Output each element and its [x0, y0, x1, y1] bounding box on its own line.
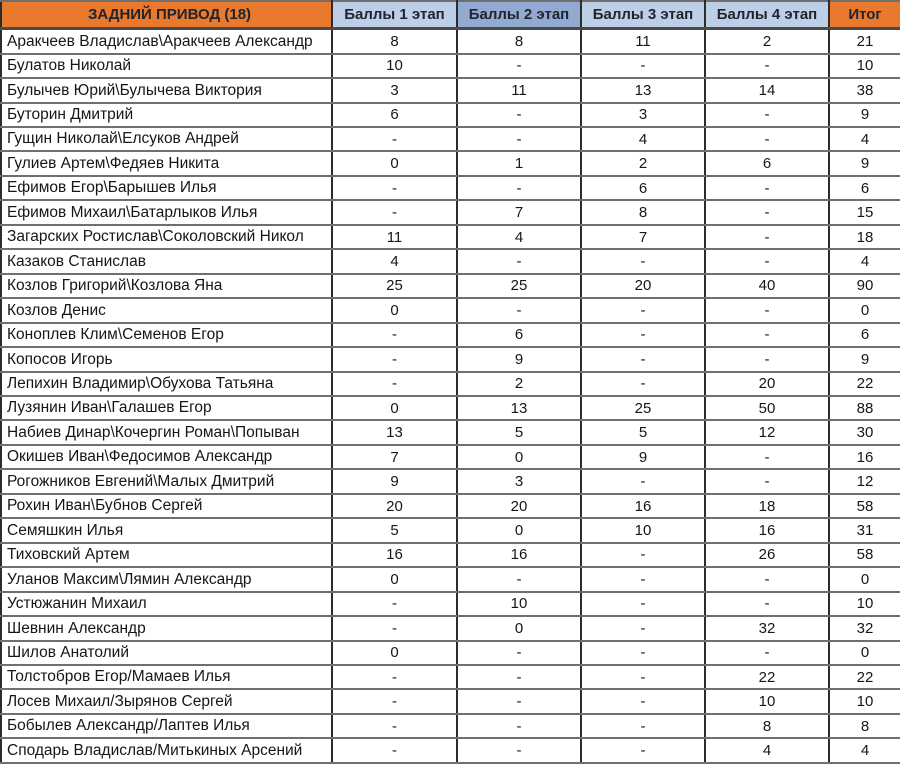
table-row	[1, 543, 900, 567]
column-header-stage-4[interactable]: Баллы 4 этап	[705, 1, 829, 29]
total-score-cell[interactable]: 58	[829, 543, 900, 567]
participant-name-cell[interactable]: Ефимов Егор\Барышев Илья	[1, 176, 332, 200]
stage-score-cell[interactable]: -	[581, 689, 705, 713]
stage-score-cell[interactable]: 0	[457, 518, 581, 542]
stage-score-cell[interactable]: 13	[457, 396, 581, 420]
table-row	[1, 665, 900, 689]
stage-score-cell[interactable]: 2	[457, 372, 581, 396]
stage-score-cell[interactable]: 6	[705, 151, 829, 175]
total-score-cell[interactable]: 32	[829, 616, 900, 640]
total-score-cell[interactable]: 12	[829, 469, 900, 493]
total-score-cell[interactable]: 9	[829, 347, 900, 371]
stage-score-cell[interactable]: -	[581, 543, 705, 567]
total-score-cell[interactable]: 8	[829, 714, 900, 738]
stage-score-cell[interactable]: -	[332, 714, 457, 738]
table-row	[1, 738, 900, 763]
stage-score-cell[interactable]: 2	[581, 151, 705, 175]
stage-score-cell[interactable]: 1	[457, 151, 581, 175]
participant-name-cell[interactable]: Коноплев Клим\Семенов Егор	[1, 323, 332, 347]
stage-score-cell[interactable]: 7	[332, 445, 457, 469]
total-score-cell[interactable]: 9	[829, 103, 900, 127]
total-score-cell[interactable]: 4	[829, 249, 900, 273]
stage-score-cell[interactable]: 6	[457, 323, 581, 347]
stage-score-cell[interactable]: 0	[457, 445, 581, 469]
stage-score-cell[interactable]: 6	[581, 176, 705, 200]
stage-score-cell[interactable]: -	[581, 54, 705, 78]
stage-score-cell[interactable]: -	[705, 103, 829, 127]
participant-name-cell[interactable]: Аракчеев Владислав\Аракчеев Александр	[1, 29, 332, 54]
stage-score-cell[interactable]: 32	[705, 616, 829, 640]
total-score-cell[interactable]: 30	[829, 420, 900, 444]
stage-score-cell[interactable]: -	[705, 200, 829, 224]
table-row	[1, 396, 900, 420]
stage-score-cell[interactable]: 13	[332, 420, 457, 444]
stage-score-cell[interactable]: 11	[581, 29, 705, 54]
stage-score-cell[interactable]: 13	[581, 78, 705, 102]
stage-score-cell[interactable]: -	[705, 225, 829, 249]
table-row	[1, 200, 900, 224]
stage-score-cell[interactable]: -	[581, 347, 705, 371]
stage-score-cell[interactable]: 5	[581, 420, 705, 444]
table-row	[1, 274, 900, 298]
stage-score-cell[interactable]: -	[705, 469, 829, 493]
total-score-cell[interactable]: 6	[829, 176, 900, 200]
stage-score-cell[interactable]: -	[457, 176, 581, 200]
total-score-cell[interactable]: 38	[829, 78, 900, 102]
participant-name-cell[interactable]: Гущин Николай\Елсуков Андрей	[1, 127, 332, 151]
participant-name-cell[interactable]: Шилов Анатолий	[1, 641, 332, 665]
participant-name-cell[interactable]: Козлов Григорий\Козлова Яна	[1, 274, 332, 298]
stage-score-cell[interactable]: -	[332, 323, 457, 347]
stage-score-cell[interactable]: 20	[705, 372, 829, 396]
stage-score-cell[interactable]: -	[332, 592, 457, 616]
table-row	[1, 127, 900, 151]
total-score-cell[interactable]: 16	[829, 445, 900, 469]
table-row	[1, 298, 900, 322]
total-score-cell[interactable]: 10	[829, 54, 900, 78]
stage-score-cell[interactable]: 10	[332, 54, 457, 78]
stage-score-cell[interactable]: -	[705, 127, 829, 151]
stage-score-cell[interactable]: 7	[581, 225, 705, 249]
total-score-cell[interactable]: 22	[829, 665, 900, 689]
stage-score-cell[interactable]: 16	[705, 518, 829, 542]
participant-name-cell[interactable]: Тиховский Артем	[1, 543, 332, 567]
stage-score-cell[interactable]: -	[457, 249, 581, 273]
stage-score-cell[interactable]: -	[457, 127, 581, 151]
stage-score-cell[interactable]: -	[457, 567, 581, 591]
total-score-cell[interactable]: 0	[829, 641, 900, 665]
stage-score-cell[interactable]: 8	[705, 714, 829, 738]
stage-score-cell[interactable]: -	[581, 469, 705, 493]
participant-name-cell[interactable]: Семяшкин Илья	[1, 518, 332, 542]
stage-score-cell[interactable]: 6	[332, 103, 457, 127]
total-score-cell[interactable]: 18	[829, 225, 900, 249]
table-row	[1, 689, 900, 713]
participant-name-cell[interactable]: Ефимов Михаил\Батарлыков Илья	[1, 200, 332, 224]
stage-score-cell[interactable]: 8	[581, 200, 705, 224]
participant-name-cell[interactable]: Булычев Юрий\Булычева Виктория	[1, 78, 332, 102]
stage-score-cell[interactable]: 4	[581, 127, 705, 151]
stage-score-cell[interactable]: 25	[581, 396, 705, 420]
stage-score-cell[interactable]: -	[332, 616, 457, 640]
stage-score-cell[interactable]: -	[332, 665, 457, 689]
stage-score-cell[interactable]: 2	[705, 29, 829, 54]
participant-name-cell[interactable]: Окишев Иван\Федосимов Александр	[1, 445, 332, 469]
header-row	[1, 1, 900, 29]
stage-score-cell[interactable]: 26	[705, 543, 829, 567]
stage-score-cell[interactable]: -	[581, 592, 705, 616]
table-row	[1, 469, 900, 493]
stage-score-cell[interactable]: -	[705, 567, 829, 591]
participant-name-cell[interactable]: Лепихин Владимир\Обухова Татьяна	[1, 372, 332, 396]
column-header-stage-2[interactable]: Баллы 2 этап	[457, 1, 581, 29]
stage-score-cell[interactable]: 4	[457, 225, 581, 249]
stage-score-cell[interactable]: 3	[457, 469, 581, 493]
participant-name-cell[interactable]: Копосов Игорь	[1, 347, 332, 371]
stage-score-cell[interactable]: -	[332, 372, 457, 396]
stage-score-cell[interactable]: 10	[581, 518, 705, 542]
stage-score-cell[interactable]: -	[581, 323, 705, 347]
table-row	[1, 78, 900, 102]
total-score-cell[interactable]: 9	[829, 151, 900, 175]
stage-score-cell[interactable]: 0	[332, 641, 457, 665]
stage-score-cell[interactable]: -	[332, 176, 457, 200]
stage-score-cell[interactable]: -	[332, 738, 457, 763]
stage-score-cell[interactable]: -	[332, 347, 457, 371]
stage-score-cell[interactable]: 16	[332, 543, 457, 567]
stage-score-cell[interactable]: 25	[457, 274, 581, 298]
stage-score-cell[interactable]: 11	[332, 225, 457, 249]
total-score-cell[interactable]: 22	[829, 372, 900, 396]
stage-score-cell[interactable]: 20	[581, 274, 705, 298]
stage-score-cell[interactable]: 0	[332, 298, 457, 322]
stage-score-cell[interactable]: 0	[332, 151, 457, 175]
stage-score-cell[interactable]: 10	[457, 592, 581, 616]
stage-score-cell[interactable]: 0	[332, 567, 457, 591]
stage-score-cell[interactable]: 8	[457, 29, 581, 54]
stage-score-cell[interactable]: 25	[332, 274, 457, 298]
stage-score-cell[interactable]: 8	[332, 29, 457, 54]
participant-name-cell[interactable]: Бобылев Александр/Лаптев Илья	[1, 714, 332, 738]
column-header-stage-3[interactable]: Баллы 3 этап	[581, 1, 705, 29]
total-score-cell[interactable]: 31	[829, 518, 900, 542]
table-row	[1, 249, 900, 273]
table-row	[1, 225, 900, 249]
stage-score-cell[interactable]: -	[332, 127, 457, 151]
total-score-cell[interactable]: 21	[829, 29, 900, 54]
stage-score-cell[interactable]: -	[705, 592, 829, 616]
total-score-cell[interactable]: 88	[829, 396, 900, 420]
stage-score-cell[interactable]: 4	[332, 249, 457, 273]
table-row	[1, 494, 900, 518]
table-row	[1, 372, 900, 396]
total-score-cell[interactable]: 90	[829, 274, 900, 298]
stage-score-cell[interactable]: 3	[581, 103, 705, 127]
table-row	[1, 176, 900, 200]
stage-score-cell[interactable]: -	[332, 689, 457, 713]
stage-score-cell[interactable]: 50	[705, 396, 829, 420]
stage-score-cell[interactable]: 4	[705, 738, 829, 763]
total-score-cell[interactable]: 4	[829, 127, 900, 151]
stage-score-cell[interactable]: -	[705, 176, 829, 200]
stage-score-cell[interactable]: 20	[457, 494, 581, 518]
table-row	[1, 445, 900, 469]
stage-score-cell[interactable]: 11	[457, 78, 581, 102]
participant-name-cell[interactable]: Гулиев Артем\Федяев Никита	[1, 151, 332, 175]
total-score-cell[interactable]: 6	[829, 323, 900, 347]
table-row	[1, 518, 900, 542]
stage-score-cell[interactable]: -	[457, 714, 581, 738]
stage-score-cell[interactable]: 5	[332, 518, 457, 542]
stage-score-cell[interactable]: -	[457, 665, 581, 689]
table-row	[1, 151, 900, 175]
stage-score-cell[interactable]: 9	[581, 445, 705, 469]
stage-score-cell[interactable]: -	[581, 249, 705, 273]
total-score-cell[interactable]: 0	[829, 298, 900, 322]
total-score-cell[interactable]: 10	[829, 689, 900, 713]
stage-score-cell[interactable]: 7	[457, 200, 581, 224]
stage-score-cell[interactable]: -	[705, 641, 829, 665]
stage-score-cell[interactable]: -	[705, 347, 829, 371]
stage-score-cell[interactable]: 0	[457, 616, 581, 640]
stage-score-cell[interactable]: 3	[332, 78, 457, 102]
stage-score-cell[interactable]: 40	[705, 274, 829, 298]
participant-name-cell[interactable]: Сподарь Владислав/Митькиных Арсений	[1, 738, 332, 763]
stage-score-cell[interactable]: -	[457, 54, 581, 78]
table-row	[1, 420, 900, 444]
total-score-cell[interactable]: 15	[829, 200, 900, 224]
stage-score-cell[interactable]: -	[705, 445, 829, 469]
group-title-cell[interactable]: ЗАДНИЙ ПРИВОД (18)	[1, 1, 332, 29]
stage-score-cell[interactable]: -	[581, 298, 705, 322]
table-body	[1, 29, 900, 764]
table-row	[1, 567, 900, 591]
stage-score-cell[interactable]: 5	[457, 420, 581, 444]
stage-score-cell[interactable]: 16	[457, 543, 581, 567]
table-row	[1, 347, 900, 371]
stage-score-cell[interactable]: -	[457, 689, 581, 713]
column-header-stage-1[interactable]: Баллы 1 этап	[332, 1, 457, 29]
stage-score-cell[interactable]: -	[457, 103, 581, 127]
stage-score-cell[interactable]: 14	[705, 78, 829, 102]
stage-score-cell[interactable]: -	[581, 567, 705, 591]
participant-name-cell[interactable]: Рогожников Евгений\Малых Дмитрий	[1, 469, 332, 493]
stage-score-cell[interactable]: -	[581, 665, 705, 689]
participant-name-cell[interactable]: Казаков Станислав	[1, 249, 332, 273]
participant-name-cell[interactable]: Толстобров Егор/Мамаев Илья	[1, 665, 332, 689]
total-score-cell[interactable]: 58	[829, 494, 900, 518]
stage-score-cell[interactable]: -	[332, 200, 457, 224]
table-row	[1, 592, 900, 616]
table-row	[1, 641, 900, 665]
participant-name-cell[interactable]: Устюжанин Михаил	[1, 592, 332, 616]
stage-score-cell[interactable]: -	[705, 323, 829, 347]
participant-name-cell[interactable]: Шевнин Александр	[1, 616, 332, 640]
table-row	[1, 103, 900, 127]
total-score-cell[interactable]: 10	[829, 592, 900, 616]
table-row	[1, 714, 900, 738]
stage-score-cell[interactable]: 16	[581, 494, 705, 518]
stage-score-cell[interactable]: 12	[705, 420, 829, 444]
stage-score-cell[interactable]: -	[457, 738, 581, 763]
table-row	[1, 616, 900, 640]
stage-score-cell[interactable]: 20	[332, 494, 457, 518]
stage-score-cell[interactable]: -	[705, 298, 829, 322]
table-row	[1, 29, 900, 54]
participant-name-cell[interactable]: Буторин Дмитрий	[1, 103, 332, 127]
participant-name-cell[interactable]: Булатов Николай	[1, 54, 332, 78]
participant-name-cell[interactable]: Набиев Динар\Кочергин Роман\Попыван	[1, 420, 332, 444]
stage-score-cell[interactable]: 9	[332, 469, 457, 493]
stage-score-cell[interactable]: -	[705, 54, 829, 78]
total-score-cell[interactable]: 4	[829, 738, 900, 763]
total-score-cell[interactable]: 0	[829, 567, 900, 591]
participant-name-cell[interactable]: Лосев Михаил/Зырянов Сергей	[1, 689, 332, 713]
stage-score-cell[interactable]: 10	[705, 689, 829, 713]
stage-score-cell[interactable]: 22	[705, 665, 829, 689]
stage-score-cell[interactable]: -	[457, 641, 581, 665]
stage-score-cell[interactable]: -	[581, 641, 705, 665]
column-header-total[interactable]: Итог	[829, 1, 900, 29]
stage-score-cell[interactable]: -	[581, 714, 705, 738]
table-row	[1, 323, 900, 347]
participant-name-cell[interactable]: Загарских Ростислав\Соколовский Никол	[1, 225, 332, 249]
stage-score-cell[interactable]: 9	[457, 347, 581, 371]
stage-score-cell[interactable]: -	[581, 616, 705, 640]
participant-name-cell[interactable]: Лузянин Иван\Галашев Егор	[1, 396, 332, 420]
table-row	[1, 54, 900, 78]
participant-name-cell[interactable]: Рохин Иван\Бубнов Сергей	[1, 494, 332, 518]
stage-score-cell[interactable]: 0	[332, 396, 457, 420]
stage-score-cell[interactable]: -	[457, 298, 581, 322]
stage-score-cell[interactable]: -	[581, 738, 705, 763]
stage-score-cell[interactable]: -	[705, 249, 829, 273]
stage-score-cell[interactable]: -	[581, 372, 705, 396]
stage-score-cell[interactable]: 18	[705, 494, 829, 518]
participant-name-cell[interactable]: Уланов Максим\Лямин Александр	[1, 567, 332, 591]
participant-name-cell[interactable]: Козлов Денис	[1, 298, 332, 322]
